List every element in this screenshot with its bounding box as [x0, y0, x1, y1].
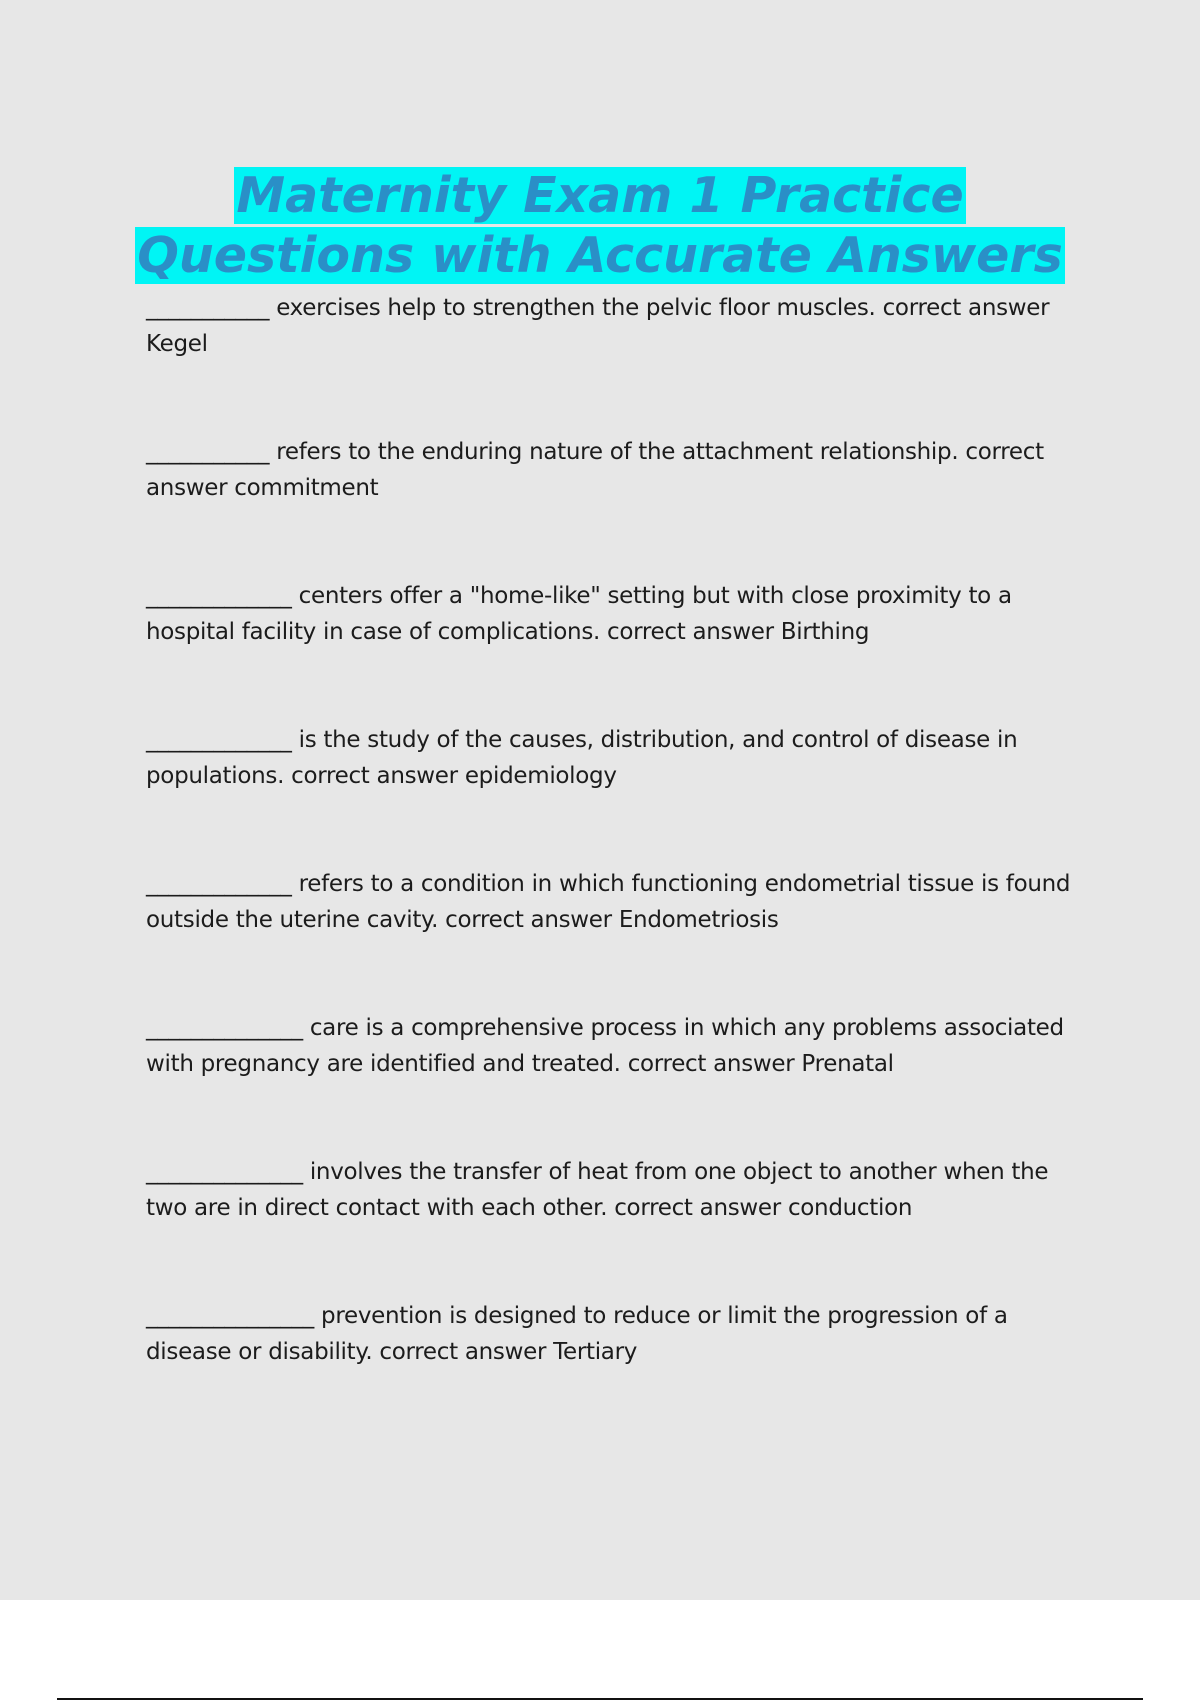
question-text: involves the transfer of heat from one object to another when the two are in direct contact with each other. correct answer conduction — [146, 1159, 1049, 1221]
question-item — [146, 722, 1086, 794]
question-text: refers to the enduring nature of the attachment relationship. correct answer commitment — [146, 439, 1044, 501]
answer-blank: ______________ — [146, 1159, 303, 1185]
question-item — [146, 434, 1086, 506]
question-item — [146, 290, 1086, 362]
answer-blank: ___________ — [146, 439, 270, 465]
question-text: prevention is designed to reduce or limit the progression of a disease or disability. correct answer Tertiary — [146, 1303, 1008, 1365]
title-line-2: Questions with Accurate Answers — [137, 227, 1063, 284]
question-text: refers to a condition in which functioning endometrial tissue is found outside the uterine cavity. correct answer Endometriosis — [146, 871, 1071, 933]
answer-blank: ______________ — [146, 1015, 303, 1041]
question-item — [146, 866, 1086, 938]
question-item — [146, 1010, 1086, 1082]
question-item — [146, 1298, 1086, 1370]
question-item — [146, 1154, 1086, 1226]
question-list — [146, 290, 1086, 1442]
question-text: is the study of the causes, distribution, and control of disease in populations. correct answer epidemiology — [146, 727, 1018, 789]
answer-blank: _____________ — [146, 727, 292, 753]
answer-blank: ___________ — [146, 295, 270, 321]
answer-blank: _______________ — [146, 1303, 315, 1329]
title-line-1: Maternity Exam 1 Practice — [236, 167, 964, 224]
document-title — [0, 166, 1200, 286]
question-text: centers offer a "home-like" setting but with close proximity to a hospital facility in case of complications. correct answer Birthing — [146, 583, 1012, 645]
question-text: exercises help to strengthen the pelvic floor muscles. correct answer Kegel — [146, 295, 1050, 357]
question-text: care is a comprehensive process in which any problems associated with pregnancy are identified and treated. correct answer Prenatal — [146, 1015, 1064, 1077]
question-item — [146, 578, 1086, 650]
answer-blank: _____________ — [146, 583, 292, 609]
answer-blank: _____________ — [146, 871, 292, 897]
